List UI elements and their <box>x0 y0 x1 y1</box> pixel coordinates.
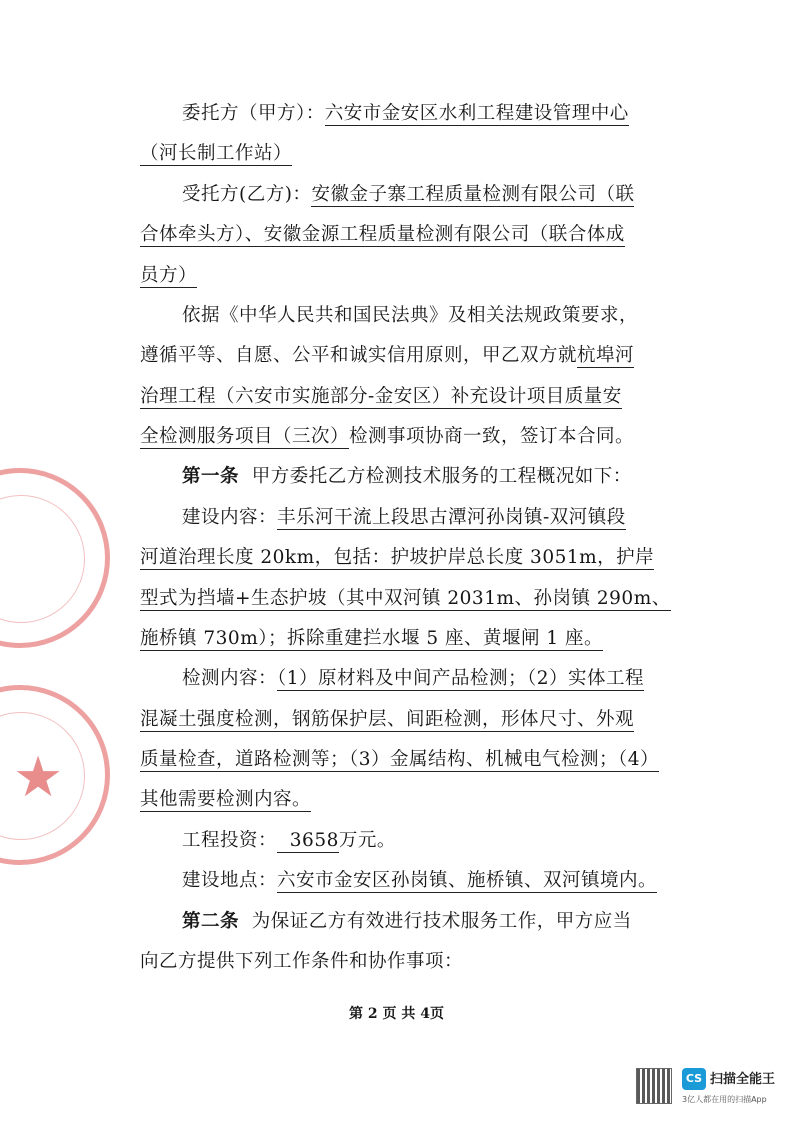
inspection-line <box>182 666 644 692</box>
investment-unit: 万元。 <box>338 830 396 851</box>
watermark-app-name: 扫描全能王 <box>710 1072 776 1087</box>
inspection-line-3 <box>140 747 659 773</box>
investment-label: 工程投资： <box>182 830 278 851</box>
basis-text-end: 检测事项协商一致，签订本合同。 <box>349 426 635 447</box>
inspection-content: （1）原材料及中间产品检测；（2）实体工程 <box>277 668 645 689</box>
construction-line-4 <box>140 626 603 652</box>
construction-content-3: 型式为挡墙+生态护坡（其中双河镇 2031m、孙岗镇 290m、 <box>140 588 671 609</box>
contractor-name: 安徽金子寨工程质量检测有限公司（联 <box>311 184 635 205</box>
contractor-name-cont: 合体牵头方）、安徽金源工程质量检测有限公司（联合体成 <box>140 224 625 245</box>
basis-line-4 <box>140 424 634 450</box>
client-name: 六安市金安区水利工程建设管理中心 <box>324 103 629 124</box>
basis-text-2: 遵循平等、自愿、公平和诚实信用原则，甲乙双方就 <box>140 345 578 366</box>
contractor-label: 受托方(乙方)： <box>182 184 312 205</box>
article-2-text: 为保证乙方有效进行技术服务工作，甲方应当 <box>251 911 632 932</box>
basis-line-3 <box>140 384 622 410</box>
contractor-line-2 <box>140 222 625 248</box>
location-line <box>182 868 657 894</box>
inspection-line-4 <box>140 787 311 813</box>
article-2-text-2: 向乙方提供下列工作条件和协作事项： <box>140 951 464 972</box>
construction-line-2 <box>140 545 654 571</box>
client-line-2 <box>140 141 292 167</box>
inspection-content-2: 混凝土强度检测，钢筋保护层、间距检测，形体尺寸、外观 <box>140 709 635 730</box>
inspection-label: 检测内容： <box>182 668 278 689</box>
construction-content-2: 河道治理长度 20km，包括：护坡护岸总长度 3051m，护岸 <box>140 547 655 568</box>
client-name-cont: （河长制工作站） <box>140 143 293 164</box>
watermark-tagline: 3亿人都在用的扫描App <box>682 1095 767 1104</box>
inspection-line-2 <box>140 707 634 733</box>
article-1-text: 甲方委托乙方检测技术服务的工程概况如下： <box>251 466 632 487</box>
construction-content: 丰乐河干流上段思古潭河孙岗镇-双河镇段 <box>277 507 626 528</box>
construction-label: 建设内容： <box>182 507 278 528</box>
client-label: 委托方（甲方）： <box>182 103 325 124</box>
project-name-cont: 治理工程（六安市实施部分-金安区）补充设计项目质量安 <box>140 386 622 407</box>
article-2-label: 第二条 <box>182 911 240 932</box>
red-seal-top <box>0 468 110 648</box>
construction-content-4: 施桥镇 730m）；拆除重建拦水堰 5 座、黄堰闸 1 座。 <box>140 628 604 649</box>
inspection-content-4: 其他需要检测内容。 <box>140 789 312 810</box>
seal-inner-ring <box>0 495 85 623</box>
contractor-name-end: 员方） <box>140 265 198 286</box>
basis-text: 依据《中华人民共和国民法典》及相关法规政策要求， <box>182 305 639 326</box>
location-content: 六安市金安区孙岗镇、施桥镇、双河镇境内。 <box>277 870 658 891</box>
article-2-line-2 <box>140 949 463 975</box>
construction-line <box>182 505 626 531</box>
construction-line-3 <box>140 586 671 612</box>
inspection-content-3: 质量检查，道路检测等；（3）金属结构、机械电气检测；（4） <box>140 749 660 770</box>
page-number: 第 2 页 共 4页 <box>349 1006 444 1022</box>
project-name: 杭埠河 <box>577 345 635 366</box>
article-1-heading <box>182 464 632 490</box>
red-seal-bottom <box>0 685 110 865</box>
location-label: 建设地点： <box>182 870 278 891</box>
project-name-end: 全检测服务项目（三次） <box>140 426 350 447</box>
seal-star-icon: ★ <box>13 745 64 810</box>
article-2-heading <box>182 909 632 935</box>
camscanner-logo-icon: CS <box>682 1068 706 1090</box>
investment-amount: 3658 <box>277 830 339 853</box>
contractor-line-3 <box>140 263 197 289</box>
basis-line-2 <box>140 343 634 369</box>
basis-line <box>182 303 638 329</box>
qr-code-icon <box>636 1068 672 1104</box>
client-line <box>182 101 629 127</box>
contractor-line <box>182 182 634 208</box>
investment-line <box>182 828 396 854</box>
article-1-label: 第一条 <box>182 466 240 487</box>
